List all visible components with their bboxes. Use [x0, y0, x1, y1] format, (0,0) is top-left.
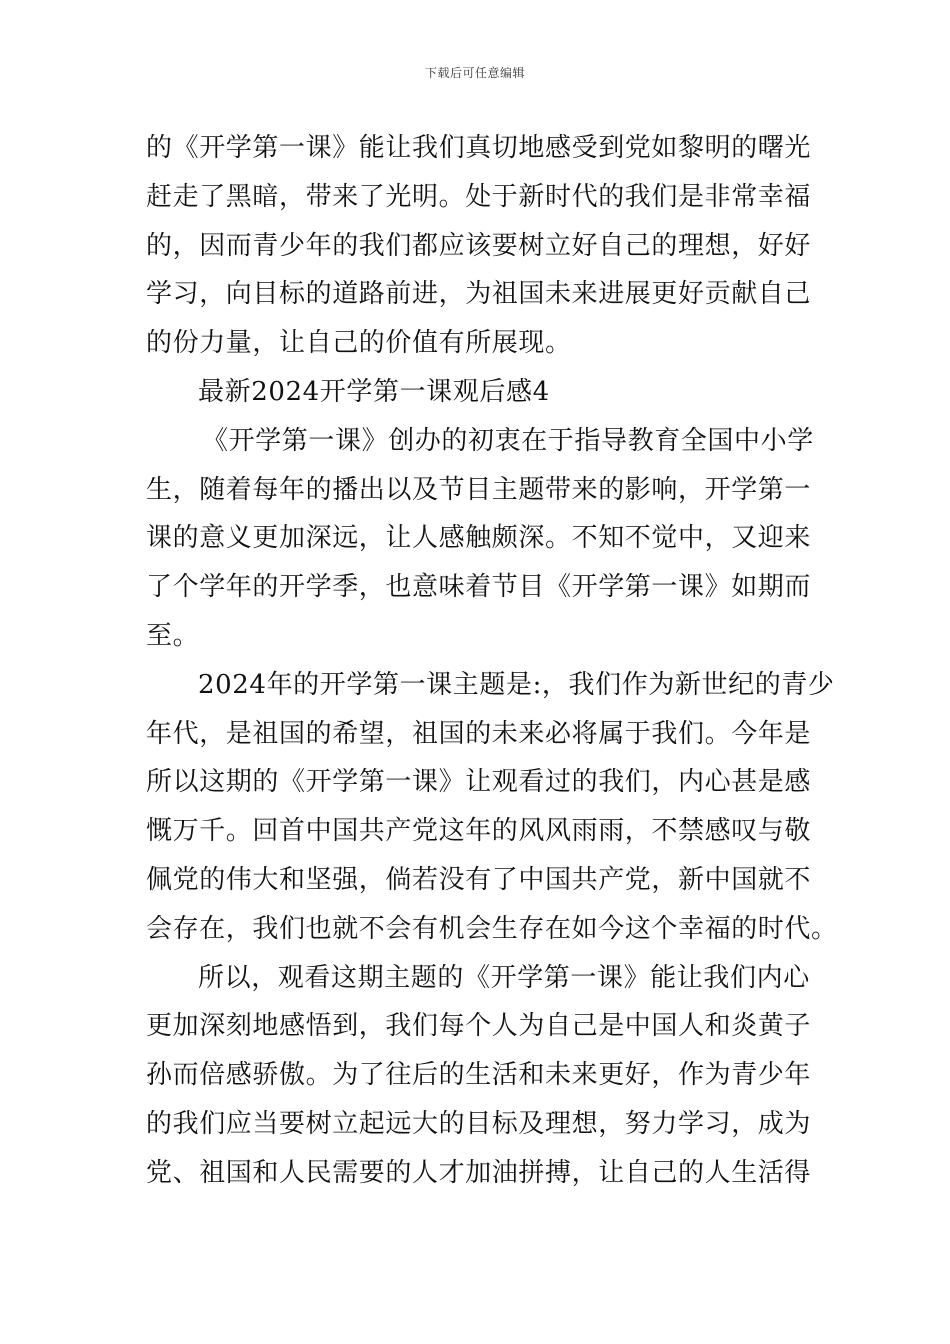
text-line: 所以，观看这期主题的《开学第一课》能让我们内心 — [198, 962, 810, 993]
text-line: 《开学第一课》创办的初衷在于指导教育全国中小学 — [202, 425, 814, 456]
text-line: 的我们应当要树立起远大的目标及理想，努力学习，成为 — [146, 1108, 812, 1139]
page-header-note: 下载后可任意编辑 — [424, 66, 525, 80]
text-line: 了个学年的开学季，也意味着节目《开学第一课》如期而 — [146, 572, 812, 603]
text-line: 课的意义更加深远，让人感触颇深。不知不觉中，又迎来 — [146, 523, 812, 554]
text-line: 2024年的开学第一课主题是:，我们作为新世纪的青少 — [198, 669, 835, 700]
text-line: 的《开学第一课》能让我们真切地感受到党如黎明的曙光 — [146, 133, 812, 163]
text-line: 佩党的伟大和坚强，倘若没有了中国共产党，新中国就不 — [146, 864, 812, 895]
text-line: 生，随着每年的播出以及节目主题带来的影响，开学第一 — [146, 474, 812, 505]
text-line: 党、祖国和人民需要的人才加油拼搏，让自己的人生活得 — [146, 1157, 812, 1188]
text-line: 更加深刻地感悟到，我们每个人为自己是中国人和炎黄子 — [146, 1011, 812, 1042]
text-line: 赶走了黑暗，带来了光明。处于新时代的我们是非常幸福 — [146, 181, 812, 212]
text-line: 学习，向目标的道路前进，为祖国未来进展更好贡献自己 — [146, 279, 812, 310]
text-line: 慨万千。回首中国共产党这年的风风雨雨，不禁感叹与敬 — [146, 816, 812, 847]
text-line: 至。 — [146, 620, 200, 651]
text-line: 年代，是祖国的希望，祖国的未来必将属于我们。今年是 — [146, 718, 812, 749]
document-body — [146, 124, 838, 1198]
text-line: 会存在，我们也就不会有机会生存在如今这个幸福的时代。 — [146, 913, 838, 944]
text-line: 孙而倍感骄傲。为了往后的生活和未来更好，作为青少年 — [146, 1060, 812, 1091]
text-line: 所以这期的《开学第一课》让观看过的我们，内心甚是感 — [146, 767, 812, 798]
text-line: 的，因而青少年的我们都应该要树立好自己的理想，好好 — [146, 230, 812, 261]
text-line: 的份力量，让自己的价值有所展现。 — [146, 328, 572, 359]
section-heading: 最新2024开学第一课观后感4 — [198, 376, 550, 407]
